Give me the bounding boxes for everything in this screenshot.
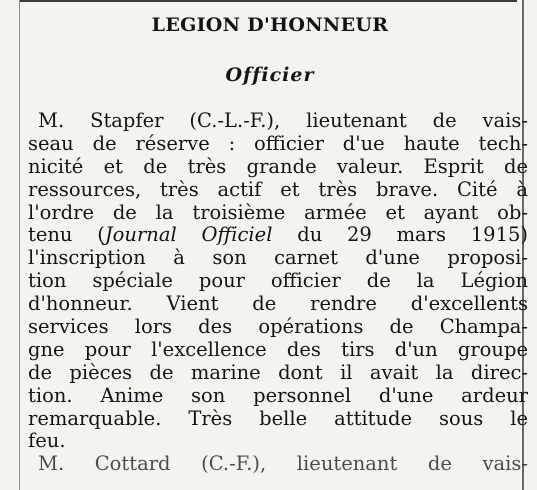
- text-line: M. Stapfer (C.-L.-F.), lieutenant de vais-: [38, 109, 528, 132]
- top-rule: [20, 0, 517, 2]
- text-line-with-italic: [28, 224, 528, 247]
- text-line-partial: M. Cottard (C.-F.), lieutenant de vais-: [38, 452, 528, 476]
- text-line: de pièces de marine dont il avait la direc-: [28, 360, 528, 384]
- text-line: tion. Anime son personnel d'une ardeur: [28, 383, 528, 407]
- text-line: seau de réserve : officier d'ue haute tech-: [28, 131, 528, 155]
- text-line: services lors des opérations de Champa-: [28, 315, 528, 339]
- rank-subheading: Officier: [225, 64, 315, 86]
- text-line: gne pour l'excellence des tirs d'un groupe: [28, 337, 528, 361]
- text-segment: tenu (: [28, 223, 105, 247]
- text-line: d'honneur. Vient de rendre d'excellents: [28, 292, 528, 316]
- citation-paragraph: [28, 110, 528, 476]
- text-line: l'ordre de la troisième armée et ayant ob-: [28, 200, 528, 224]
- text-line: feu.: [28, 429, 66, 453]
- text-line: ressources, très actif et très brave. Cité à: [28, 177, 528, 201]
- text-segment: du 29 mars 1915): [272, 223, 528, 247]
- text-line: l'inscription à son carnet d'une proposi-: [28, 246, 528, 270]
- journal-title: Journal Officiel: [104, 223, 273, 247]
- text-line: remarquable. Très belle attitude sous le: [28, 406, 528, 430]
- text-line: tion spéciale pour officier de la Légion: [28, 269, 528, 293]
- section-heading: LEGION D'HONNEUR: [151, 14, 389, 36]
- text-line: nicité et de très grande valeur. Esprit de: [28, 154, 528, 178]
